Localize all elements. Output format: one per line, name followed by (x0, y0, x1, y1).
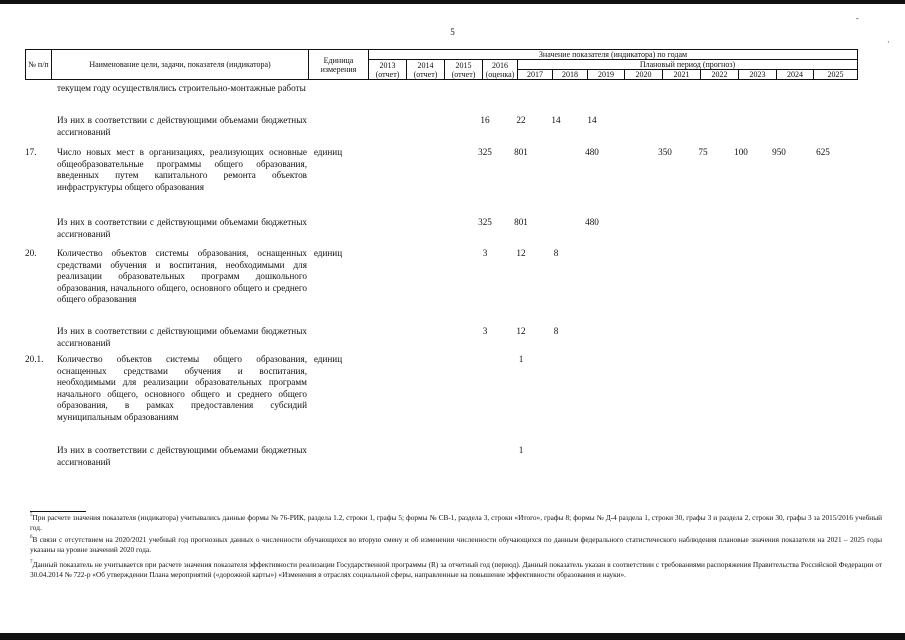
row-value: 3 (482, 326, 488, 336)
footnote: $^6$В связи с отсутствием на 2020/2021 учебный год прогнозных данных о численности обучающихся во вторую смену и об изменении численности обучающихся по данным федерального статистического наблюдения плановые значения показателя на 2021 – 2025 годы указаны на уровне значений 2020 года. (30, 535, 882, 554)
row-value: 325 (478, 217, 492, 227)
footnote-separator (30, 511, 86, 512)
row-value: 12 (516, 248, 526, 258)
row-name: текущем году осуществлялись строительно-монтажные работы (57, 83, 306, 93)
row-value: 75 (698, 147, 708, 157)
row-name: Количество объектов системы образования, оснащенных средствами обучения и воспитания, необходимыми для реализации образовательных программ дошкольного образования, начального общего, основного общего и среднего общего образования (57, 248, 307, 305)
row-value: 480 (585, 147, 599, 157)
row-value: 350 (658, 147, 672, 157)
row-value: 1 (518, 445, 524, 455)
row-number: 20. (25, 248, 37, 258)
header-year: 2013 (отчет) (369, 60, 407, 80)
footnote: $^5$При расчете значения показателя (индикатора) учитывались данные формы № 76-РИК, раздела 1.2, строки 1, графы 5; формы № СВ-1, раздела 3, строки «Итого», графы 8; формы № Д-4 раздела 1, строки 30, графы 3 и раздела 2, строки 30, графы 3 за 2015/2016 учебный год. (30, 513, 882, 532)
row-value: 325 (478, 147, 492, 157)
row-value: 480 (585, 217, 599, 227)
page-number: 5 (450, 27, 455, 37)
indicator-table-header (25, 49, 858, 80)
scan-mark: - (856, 14, 859, 23)
header-year: 2014 (отчет) (407, 60, 445, 80)
row-name: Число новых мест в организациях, реализующих основные общеобразовательные программы общего образования, введенных путем капитального ремонта объектов инфраструктуры общего образования (57, 147, 307, 192)
header-plan: Плановый период (прогноз) (518, 60, 858, 70)
bottom-border (0, 633, 905, 640)
header-plan-year: 2025 (814, 70, 858, 80)
row-value: 950 (772, 147, 786, 157)
header-plan-year: 2017 (518, 70, 553, 80)
row-value: 625 (816, 147, 830, 157)
row-value: 801 (514, 147, 528, 157)
header-plan-year: 2023 (739, 70, 777, 80)
row-name: Из них в соответствии с действующими объемами бюджетных ассигнований (57, 115, 307, 137)
row-value: 14 (551, 115, 561, 125)
row-value: 8 (553, 326, 559, 336)
row-number: 20.1. (25, 354, 44, 364)
footnote: $^7$Данный показатель не учитывается при расчете значения показателя эффективности реализации Государственной программы (R) за отчетный год (период). Данный показатель указан в соответствии с требованиями распоряжения Правительства Российской Федерации от 30.04.2014 № 722-р «Об утверждении Плана мероприятий («дорожной карты») «Изменения в отраслях социальной сферы, направленные на повышение эффективности образования и науки». (30, 560, 882, 579)
header-plan-year: 2024 (777, 70, 814, 80)
row-name: Из них в соответствии с действующими объемами бюджетных ассигнований (57, 217, 307, 239)
row-value: 8 (553, 248, 559, 258)
top-border (0, 0, 905, 4)
row-value: 14 (587, 115, 597, 125)
row-unit: единиц (313, 354, 343, 364)
header-plan-year: 2022 (701, 70, 739, 80)
header-year: 2015 (отчет) (445, 60, 483, 80)
row-unit: единиц (313, 147, 343, 157)
header-values: Значение показателя (индикатора) по годам (369, 50, 858, 60)
row-number: 17. (25, 147, 37, 157)
row-value: 22 (516, 115, 526, 125)
header-plan-year: 2018 (553, 70, 588, 80)
row-name: Из них в соответствии с действующими объемами бюджетных ассигнований (57, 326, 307, 348)
row-value: 12 (516, 326, 526, 336)
row-name: Из них в соответствии с действующими объемами бюджетных ассигнований (57, 445, 307, 467)
row-value: 3 (482, 248, 488, 258)
header-unit: Единица измерения (309, 50, 369, 80)
row-value: 100 (734, 147, 748, 157)
header-plan-year: 2019 (588, 70, 625, 80)
header-num: № п/п (26, 50, 52, 80)
header-name: Наименование цели, задачи, показателя (индикатора) (52, 50, 309, 80)
header-plan-year: 2020 (625, 70, 663, 80)
scan-mark: · (887, 38, 890, 47)
header-plan-year: 2021 (663, 70, 701, 80)
row-unit: единиц (313, 248, 343, 258)
row-value: 1 (518, 354, 524, 364)
header-year: 2016 (оценка) (483, 60, 518, 80)
row-name: Количество объектов системы общего образования, оснащенных средствами обучения и воспитания, необходимыми для реализации образовательных программ начального общего, основного общего и среднего общего образования, в рамках предоставления субсидий муниципальным образованиям (57, 354, 307, 422)
row-value: 16 (480, 115, 490, 125)
row-value: 801 (514, 217, 528, 227)
